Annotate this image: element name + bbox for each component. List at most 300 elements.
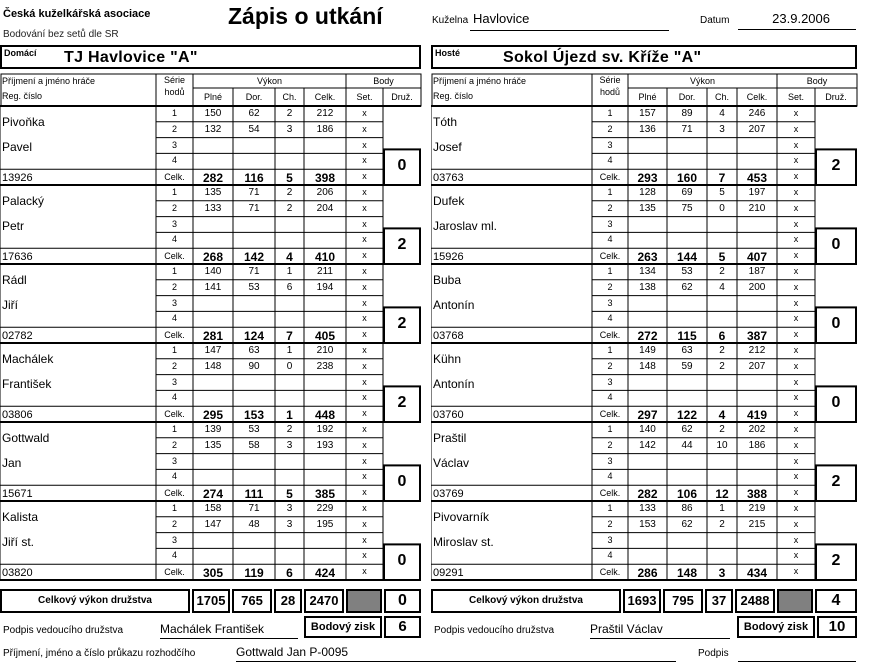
series-value: 2 — [719, 345, 725, 356]
player-total-value: 293 — [637, 171, 658, 186]
away-total-celk: 2488 — [735, 589, 775, 613]
series-value: 63 — [248, 345, 260, 356]
series-value: 53 — [681, 266, 693, 277]
player-points: 0 — [831, 315, 841, 333]
set-mark: x — [362, 202, 367, 213]
set-mark: x — [793, 202, 799, 213]
series-value: 210 — [748, 202, 766, 214]
series-value: 134 — [639, 266, 656, 277]
series-value: 1 — [286, 345, 293, 356]
series-value: 206 — [316, 187, 334, 198]
player-total-value: 142 — [243, 250, 265, 265]
set-mark: x — [362, 376, 367, 387]
series-value: 135 — [639, 202, 656, 214]
player-total-value: 405 — [314, 329, 336, 344]
player-surname: Pivovarník — [433, 510, 490, 524]
series-number: 4 — [171, 155, 177, 166]
set-mark: x — [793, 171, 799, 182]
series-value: 192 — [316, 424, 334, 435]
series-number: 3 — [607, 534, 613, 545]
player-firstname: Jiří st. — [2, 535, 34, 549]
series-value: 150 — [204, 108, 222, 119]
series-value: 133 — [204, 202, 222, 214]
player-total-label: Celk. — [599, 330, 621, 341]
series-value: 58 — [248, 439, 260, 451]
away-total-ch: 37 — [705, 589, 733, 613]
player-firstname: Antonín — [433, 298, 475, 312]
set-mark: x — [793, 281, 799, 292]
player-firstname: Jiří — [2, 298, 18, 312]
home-captain-label: Podpis vedoucího družstva — [3, 625, 124, 636]
series-number: 2 — [607, 360, 613, 371]
set-mark: x — [793, 566, 799, 577]
player-total-value: 410 — [314, 250, 336, 265]
column-header-ch: Ch. — [282, 92, 297, 102]
player-points: 0 — [397, 473, 407, 491]
player-total-value: 5 — [718, 250, 726, 265]
player-reg-number: 09291 — [433, 567, 464, 580]
player-surname: Praštil — [433, 431, 467, 445]
player-total-value: 148 — [676, 566, 698, 581]
set-mark: x — [362, 566, 367, 577]
set-mark: x — [793, 518, 799, 529]
player-total-value: 119 — [244, 566, 264, 581]
player-firstname: Václav — [433, 456, 470, 470]
series-number: 1 — [171, 424, 177, 434]
series-value: 157 — [639, 108, 656, 119]
player-firstname: Miroslav st. — [433, 535, 494, 549]
series-value: 5 — [719, 187, 725, 198]
series-number: 3 — [607, 139, 613, 150]
set-mark: x — [793, 455, 799, 466]
series-value: 0 — [719, 202, 725, 214]
player-surname: Pivoňka — [2, 115, 45, 129]
series-number: 1 — [607, 424, 613, 434]
player-points: 2 — [831, 157, 841, 175]
player-points: 0 — [831, 394, 841, 412]
player-total-label: Celk. — [164, 567, 185, 578]
player-firstname: Antonín — [433, 377, 475, 391]
referee-field[interactable]: Gottwald Jan P-0095 — [236, 645, 676, 662]
column-header-dor: Dor. — [678, 92, 696, 102]
series-number: 3 — [171, 218, 177, 229]
player-points: 2 — [397, 236, 407, 254]
set-mark: x — [362, 455, 367, 466]
player-total-value: 434 — [746, 566, 768, 581]
referee-label: Příjmení, jméno a číslo průkazu rozhodčího — [3, 648, 196, 659]
home-zisk-value: 6 — [384, 616, 421, 638]
series-value: 69 — [681, 187, 693, 198]
player-total-label: Celk. — [164, 488, 185, 499]
column-header-ch: Ch. — [714, 92, 729, 102]
series-value: 147 — [204, 345, 222, 356]
set-mark: x — [362, 439, 367, 450]
column-header-set: Set. — [356, 92, 373, 102]
set-mark: x — [362, 297, 367, 308]
column-header-dor: Dor. — [245, 92, 263, 102]
set-mark: x — [793, 266, 799, 276]
set-mark: x — [793, 439, 799, 450]
home-team-box — [0, 45, 421, 69]
column-header-reg: Reg. číslo — [433, 91, 474, 101]
player-total-value: 7 — [286, 329, 293, 344]
player-total-value: 122 — [676, 408, 698, 423]
set-mark: x — [362, 424, 367, 434]
series-value: 246 — [748, 108, 766, 119]
set-mark: x — [793, 329, 799, 340]
away-captain-label: Podpis vedoucího družstva — [434, 625, 555, 636]
player-total-value: 282 — [637, 487, 658, 502]
series-number: 2 — [171, 518, 177, 529]
set-mark: x — [362, 313, 367, 324]
series-value: 135 — [204, 187, 222, 198]
player-total-value: 6 — [286, 566, 293, 581]
set-mark: x — [362, 487, 367, 498]
home-total-set-blank — [346, 589, 382, 613]
series-number: 2 — [171, 439, 177, 450]
player-total-value: 5 — [286, 487, 293, 502]
player-surname: Dufek — [433, 194, 465, 208]
series-value: 62 — [681, 281, 693, 293]
player-total-value: 281 — [202, 329, 224, 344]
scoring-rule: Bodování bez setů dle SR — [3, 29, 119, 40]
away-zisk-value: 10 — [817, 616, 857, 638]
player-total-value: 116 — [244, 171, 264, 186]
away-team-total-label: Celkový výkon družstva — [431, 589, 621, 613]
home-total-dor: 765 — [232, 589, 272, 613]
series-number: 3 — [171, 534, 177, 545]
series-number: 2 — [171, 281, 177, 292]
player-total-value: 263 — [637, 250, 658, 265]
series-value: 59 — [681, 360, 693, 372]
player-reg-number: 03760 — [433, 409, 464, 422]
player-total-value: 453 — [746, 171, 768, 186]
player-surname: Rádl — [2, 273, 27, 287]
player-total-value: 160 — [676, 171, 698, 186]
series-value: 148 — [639, 360, 656, 372]
series-number: 1 — [607, 345, 613, 355]
away-team-name[interactable]: Sokol Újezd sv. Kříže "A" — [503, 49, 702, 66]
player-reg-number: 17636 — [2, 251, 33, 264]
series-value: 135 — [204, 439, 222, 451]
player-firstname: Pavel — [2, 140, 33, 154]
set-mark: x — [362, 471, 367, 482]
series-value: 48 — [248, 518, 260, 530]
player-total-value: 144 — [676, 250, 698, 265]
set-mark: x — [362, 171, 367, 182]
series-number: 4 — [607, 155, 613, 166]
series-value: 128 — [639, 187, 656, 198]
set-mark: x — [362, 550, 367, 561]
set-mark: x — [362, 360, 367, 371]
player-points: 0 — [397, 552, 407, 570]
series-value: 207 — [748, 360, 766, 372]
set-mark: x — [793, 155, 799, 166]
player-total-value: 4 — [286, 250, 293, 265]
column-header-series: Série — [599, 75, 621, 85]
series-value: 207 — [748, 123, 766, 135]
set-mark: x — [793, 123, 799, 134]
column-header-name: Příjmení a jméno hráče — [2, 76, 96, 86]
player-total-value: 424 — [314, 566, 336, 581]
series-value: 139 — [204, 424, 222, 435]
series-number: 2 — [607, 281, 613, 292]
series-value: 194 — [316, 281, 334, 293]
set-mark: x — [362, 281, 367, 292]
series-value: 147 — [204, 518, 222, 530]
player-total-value: 153 — [243, 408, 265, 423]
player-total-value: 387 — [746, 329, 768, 344]
set-mark: x — [362, 250, 367, 261]
signature-label: Podpis — [698, 648, 729, 659]
series-value: 44 — [681, 439, 693, 451]
set-mark: x — [793, 108, 799, 118]
series-value: 1 — [719, 503, 725, 514]
player-total-label: Celk. — [599, 567, 621, 578]
player-total-label: Celk. — [599, 251, 621, 262]
player-total-value: 274 — [202, 487, 224, 502]
series-value: 3 — [286, 518, 293, 530]
series-number: 1 — [171, 108, 177, 118]
player-firstname: Jaroslav ml. — [433, 219, 498, 233]
home-total-plne: 1705 — [192, 589, 230, 613]
series-value: 140 — [639, 424, 656, 435]
date-field[interactable]: 23.9.2006 — [738, 11, 856, 30]
player-surname: Kalista — [2, 510, 39, 524]
series-value: 4 — [719, 108, 725, 119]
series-number: 3 — [171, 297, 177, 308]
column-header-druz: Druž. — [825, 92, 847, 102]
player-total-label: Celk. — [599, 488, 621, 499]
column-header-body: Body — [806, 76, 828, 86]
player-surname: Buba — [433, 273, 462, 287]
series-value: 62 — [248, 108, 260, 119]
series-value: 2 — [719, 360, 725, 372]
away-team-box — [431, 45, 857, 69]
series-number: 1 — [607, 108, 613, 118]
player-firstname: Petr — [2, 219, 25, 233]
player-total-value: 4 — [718, 408, 726, 423]
series-value: 148 — [204, 360, 222, 372]
series-value: 197 — [748, 187, 766, 198]
set-mark: x — [793, 345, 799, 355]
player-points: 0 — [831, 236, 841, 254]
set-mark: x — [362, 218, 367, 229]
column-header-series-2: hodů — [599, 87, 621, 97]
home-total-celk: 2470 — [304, 589, 344, 613]
series-number: 1 — [607, 187, 613, 197]
series-number: 2 — [171, 360, 177, 371]
column-header-plne: Plné — [638, 92, 657, 102]
set-mark: x — [793, 313, 799, 324]
player-total-value: 6 — [718, 329, 726, 344]
series-value: 3 — [286, 123, 293, 135]
away-captain-field[interactable]: Praštil Václav — [590, 622, 730, 639]
home-team-total-label: Celkový výkon družstva — [0, 589, 190, 613]
series-value: 149 — [639, 345, 656, 356]
series-number: 3 — [607, 218, 613, 229]
series-number: 1 — [171, 187, 177, 197]
series-value: 71 — [248, 187, 260, 198]
series-value: 2 — [719, 518, 725, 530]
series-value: 1 — [286, 266, 293, 277]
player-total-value: 124 — [243, 329, 265, 344]
player-total-value: 5 — [286, 171, 293, 186]
set-mark: x — [362, 155, 367, 166]
player-surname: Gottwald — [2, 431, 50, 445]
series-number: 1 — [607, 266, 613, 276]
series-value: 158 — [204, 503, 222, 514]
player-total-value: 419 — [746, 408, 768, 423]
series-number: 1 — [171, 345, 177, 355]
venue-label: Kuželna — [432, 15, 469, 26]
set-mark: x — [793, 250, 799, 261]
player-total-label: Celk. — [599, 172, 621, 183]
series-value: 89 — [681, 108, 693, 119]
series-value: 136 — [639, 123, 656, 135]
series-value: 215 — [748, 518, 766, 530]
set-mark: x — [793, 471, 799, 482]
set-mark: x — [793, 550, 799, 561]
series-value: 86 — [681, 503, 693, 514]
series-value: 53 — [248, 281, 260, 293]
series-number: 4 — [607, 392, 613, 403]
player-total-value: 297 — [637, 408, 658, 423]
series-value: 90 — [248, 360, 260, 372]
set-mark: x — [793, 408, 799, 419]
set-mark: x — [362, 234, 367, 245]
series-value: 140 — [204, 266, 222, 277]
series-value: 141 — [204, 281, 222, 293]
home-team-points: 0 — [384, 589, 421, 613]
player-points: 2 — [397, 315, 407, 333]
column-header-druz: Druž. — [391, 92, 413, 102]
column-header-vykon: Výkon — [689, 76, 715, 86]
organization-name: Česká kuželkářská asociace — [3, 8, 151, 20]
series-number: 2 — [607, 518, 613, 529]
series-value: 202 — [748, 424, 766, 435]
series-number: 4 — [607, 550, 613, 561]
series-value: 6 — [286, 281, 293, 293]
set-mark: x — [793, 139, 799, 150]
player-total-label: Celk. — [164, 172, 185, 183]
signature-field[interactable] — [738, 645, 856, 662]
series-number: 3 — [171, 376, 177, 387]
home-team-name[interactable]: TJ Havlovice "A" — [64, 49, 198, 66]
set-mark: x — [793, 503, 799, 513]
series-value: 195 — [316, 518, 334, 530]
date-label: Datum — [700, 15, 730, 26]
home-score-table — [0, 73, 421, 584]
series-value: 153 — [639, 518, 656, 530]
series-value: 211 — [317, 266, 333, 277]
player-total-label: Celk. — [164, 330, 185, 341]
column-header-reg: Reg. číslo — [2, 91, 43, 101]
player-reg-number: 03769 — [433, 488, 464, 501]
series-value: 229 — [316, 503, 334, 514]
home-captain-field[interactable]: Machálek František — [160, 622, 298, 639]
series-value: 204 — [316, 202, 334, 214]
page-title: Zápis o utkání — [228, 3, 383, 29]
series-number: 4 — [607, 471, 613, 482]
player-total-value: 407 — [746, 250, 768, 265]
series-value: 2 — [719, 266, 725, 277]
series-value: 0 — [286, 360, 293, 372]
series-value: 3 — [286, 439, 293, 451]
player-points: 2 — [831, 473, 841, 491]
series-value: 3 — [286, 503, 293, 514]
player-points: 0 — [397, 157, 407, 175]
player-total-value: 7 — [718, 171, 726, 186]
column-header-set: Set. — [787, 92, 804, 102]
player-reg-number: 03768 — [433, 330, 464, 343]
series-number: 4 — [171, 550, 177, 561]
set-mark: x — [362, 123, 367, 134]
series-value: 62 — [681, 424, 693, 435]
player-total-label: Celk. — [164, 251, 185, 262]
series-value: 186 — [316, 123, 334, 135]
player-total-value: 305 — [202, 566, 224, 581]
series-value: 71 — [248, 503, 260, 514]
series-number: 2 — [171, 123, 177, 134]
series-number: 4 — [171, 234, 177, 245]
series-value: 2 — [286, 202, 293, 214]
series-value: 3 — [719, 123, 725, 135]
away-total-dor: 795 — [663, 589, 703, 613]
player-firstname: Jan — [2, 456, 22, 470]
series-value: 71 — [248, 202, 260, 214]
player-surname: Kühn — [433, 352, 462, 366]
series-number: 4 — [171, 471, 177, 482]
player-reg-number: 15926 — [433, 251, 464, 264]
column-header-vykon: Výkon — [256, 76, 282, 86]
set-mark: x — [362, 392, 367, 403]
column-header-plne: Plné — [203, 92, 222, 102]
set-mark: x — [362, 187, 367, 197]
venue-field[interactable]: Havlovice — [470, 11, 669, 31]
series-value: 187 — [748, 266, 766, 277]
set-mark: x — [793, 392, 799, 403]
series-value: 75 — [681, 202, 693, 214]
series-value: 238 — [316, 360, 334, 372]
set-mark: x — [793, 487, 799, 498]
player-total-value: 448 — [314, 408, 336, 423]
player-total-label: Celk. — [164, 409, 185, 420]
away-label: Hosté — [435, 48, 461, 58]
away-team-points: 4 — [815, 589, 857, 613]
series-value: 54 — [248, 123, 260, 135]
player-reg-number: 03763 — [433, 172, 464, 185]
player-reg-number: 03806 — [2, 409, 33, 422]
column-header-series: Série — [163, 75, 185, 85]
series-value: 210 — [316, 345, 334, 356]
series-number: 2 — [607, 202, 613, 213]
set-mark: x — [362, 108, 367, 118]
series-value: 2 — [286, 424, 293, 435]
series-number: 3 — [607, 376, 613, 387]
column-header-celk: Celk. — [314, 92, 336, 102]
set-mark: x — [362, 534, 367, 545]
player-surname: Machálek — [2, 352, 54, 366]
series-value: 53 — [248, 424, 260, 435]
set-mark: x — [362, 503, 367, 513]
player-total-value: 111 — [244, 487, 264, 502]
series-number: 3 — [171, 139, 177, 150]
away-total-plne: 1693 — [623, 589, 661, 613]
home-total-ch: 28 — [274, 589, 302, 613]
series-number: 1 — [607, 503, 613, 513]
player-total-value: 12 — [715, 487, 729, 502]
